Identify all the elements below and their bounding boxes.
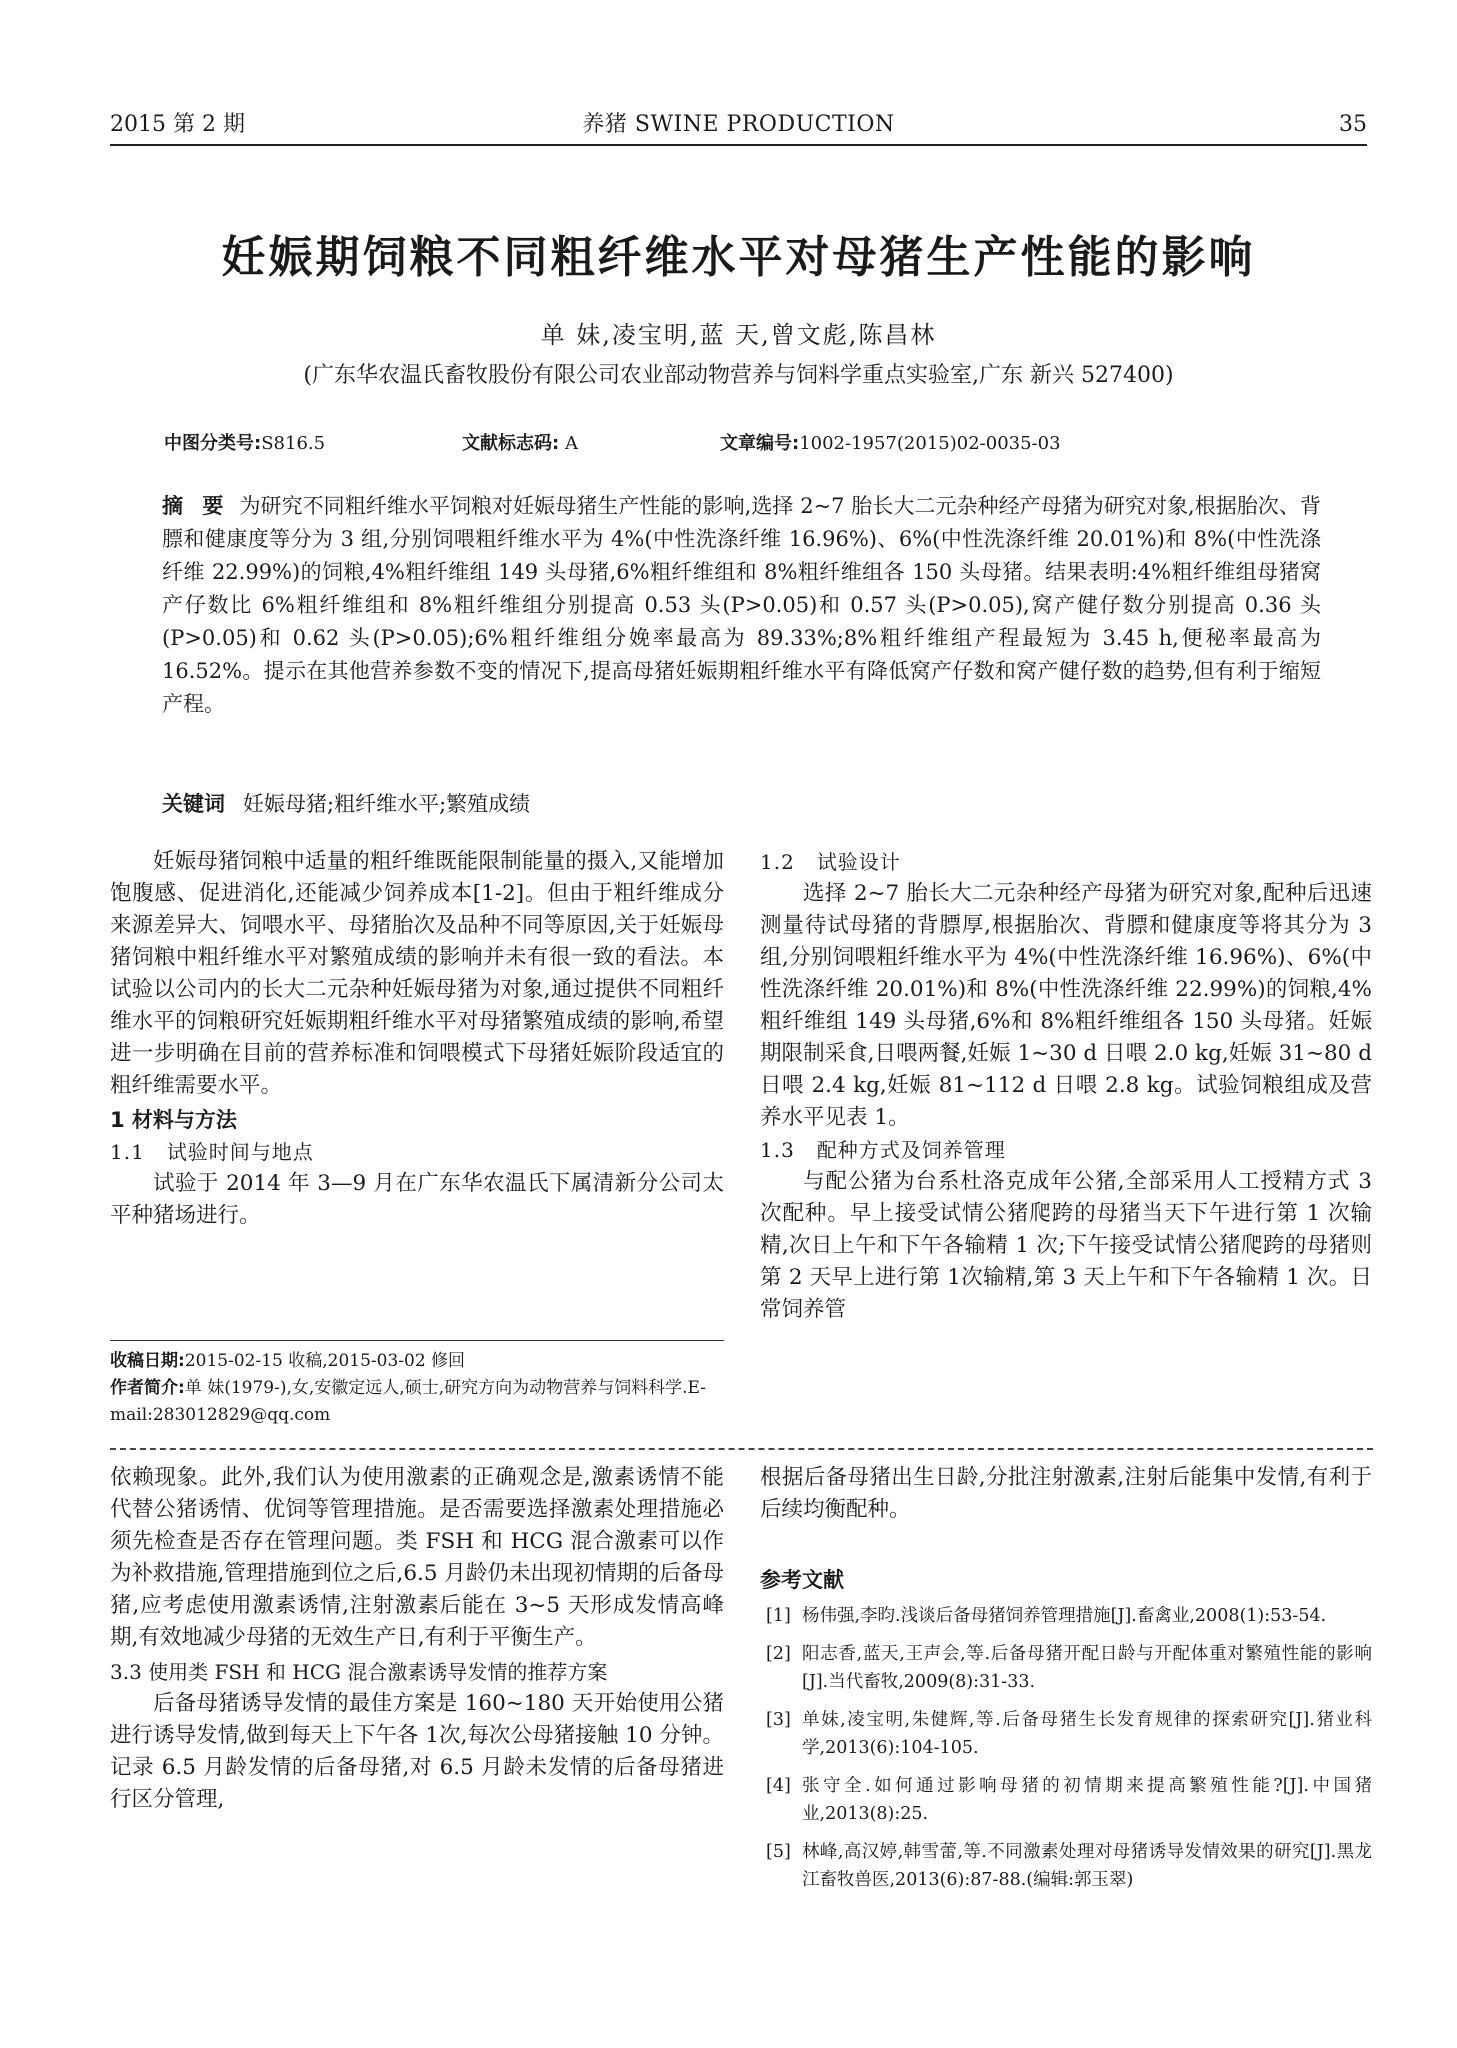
author-list: 单 妹,凌宝明,蓝 天,曾文彪,陈昌林 (540, 321, 937, 349)
continued-paragraph: 依赖现象。此外,我们认为使用激素的正确观念是,激素诱情不能代替公猪诱情、优饲等管理措施。是否需要选择激素处理措施必须先检查是否存在管理问题。类 FSH 和 HCG 混合激素可以作为补救措施,管理措施到位之后,6.5 月龄仍未出现初情期的后备母猪,应考虑使用激素诱情,注射激素后能在 3~5 天形成发情高峰期,有效地减少母猪的无效生产日,有利于平衡生产。 (110, 1465, 724, 1650)
clc-code: 中图分类号:S816.5 (164, 433, 326, 454)
section-heading-1-1: 1.1 试验时间与地点 (110, 1140, 314, 1164)
reference-item: [2] 阳志香,蓝天,王声会,等.后备母猪开配日龄与开配体重对繁殖性能的影响[J].当代畜牧,2009(8):31-33. (766, 1644, 1372, 1692)
body-right-column-upper (760, 846, 1372, 1326)
header-rule (110, 144, 1367, 146)
section-1-3-paragraph: 与配公猪为台系杜洛克成年公猪,全部采用人工授精方式 3 次配种。早上接受试情公猪爬跨的母猪当天下午进行第 1 次输精,次日上午和下午各输精 1 次;下午接受试情公猪爬跨的母猪则第 2 天早上进行第 1次输精,第 3 天上午和下午各输精 1 次。日常饲养管 (760, 1169, 1372, 1322)
abstract-label: 摘 要 (162, 494, 230, 518)
author-bio: 作者简介:单 妹(1979-),女,安徽定远人,硕士,研究方向为动物营养与饲料科学.E-mail:283012829@qq.com (110, 1378, 706, 1425)
issue-label: 2015 第 2 期 (110, 112, 245, 137)
body-right-column-lower (760, 1462, 1372, 1904)
body-left-column-lower (110, 1462, 724, 1816)
abstract-text: 为研究不同粗纤维水平饲粮对妊娠母猪生产性能的影响,选择 2~7 胎长大二元杂种经产母猪为研究对象,根据胎次、背膘和健康度等分为 3 组,分别饲喂粗纤维水平为 4%(中性洗涤纤维 16.96%)、6%(中性洗涤纤维 20.01%)和 8%(中性洗涤纤维 22.99%)的饲粮,4%粗纤维组 149 头母猪,6%粗纤维组和 8%粗纤维组各 150 头母猪。结果表明:4%粗纤维组母猪窝产仔数比 6%粗纤维组和 8%粗纤维组分别提高 0.53 头(P>0.05)和 0.57 头(P>0.05),窝产健仔数分别提高 0.36 头(P>0.05)和 0.62 头(P>0.05);6%粗纤维组分娩率最高为 89.33%;8%粗纤维组产程最短为 3.45 h,便秘率最高为 16.52%。提示在其他营养参数不变的情况下,提高母猪妊娠期粗纤维水平有降低窝产仔数和窝产健仔数的趋势,但有利于缩短产程。 (162, 494, 1322, 716)
running-header (110, 108, 1367, 142)
classification-line (164, 430, 1297, 458)
reference-item: [1] 杨伟强,李昀.浅谈后备母猪饲养管理措施[J].畜禽业,2008(1):53-54. (766, 1606, 1327, 1626)
section-heading-1-3: 1.3 配种方式及饲养管理 (760, 1138, 1006, 1162)
footnote (110, 1348, 724, 1429)
author-affiliation: (广东华农温氏畜牧股份有限公司农业部动物营养与饲料学重点实验室,广东 新兴 527400) (303, 363, 1174, 388)
abstract (162, 490, 1321, 721)
received-date: 收稿日期:2015-02-15 收稿,2015-03-02 修回 (110, 1351, 466, 1371)
footnote-rule (110, 1340, 724, 1341)
keywords-text: 妊娠母猪;粗纤维水平;繁殖成绩 (243, 792, 531, 816)
document-code: 文献标志码: A (462, 433, 578, 454)
section-heading-1: 1 材料与方法 (110, 1108, 237, 1132)
body-left-column-upper (110, 846, 724, 1232)
page-number: 35 (1339, 112, 1367, 137)
reference-item: [4] 张守全.如何通过影响母猪的初情期来提高繁殖性能?[J].中国猪业,2013(8):25. (766, 1776, 1372, 1824)
section-1-1-paragraph: 试验于 2014 年 3—9 月在广东华农温氏下属清新分公司太平种猪场进行。 (110, 1171, 724, 1228)
reference-list (760, 1602, 1372, 1894)
references-heading: 参考文献 (760, 1568, 844, 1592)
keywords-label: 关键词 (162, 792, 225, 816)
reference-item: [3] 单妹,凌宝明,朱健辉,等.后备母猪生长发育规律的探索研究[J].猪业科学,2013(6):104-105. (766, 1710, 1372, 1758)
keywords (162, 788, 1321, 821)
continued-paragraph-right: 根据后备母猪出生日龄,分批注射激素,注射后能集中发情,有利于后续均衡配种。 (760, 1465, 1372, 1522)
reference-item: [5] 林峰,高汉婷,韩雪蕾,等.不同激素处理对母猪诱导发情效果的研究[J].黑龙江畜牧兽医,2013(6):87-88.(编辑:郭玉翠) (766, 1842, 1372, 1890)
section-heading-1-2: 1.2 试验设计 (760, 850, 901, 874)
intro-paragraph: 妊娠母猪饲粮中适量的粗纤维既能限制能量的摄入,又能增加饱腹感、促进消化,还能减少饲养成本[1-2]。但由于粗纤维成分来源差异大、饲喂水平、母猪胎次及品种不同等原因,关于妊娠母猪饲粮中粗纤维水平对繁殖成绩的影响并未有很一致的看法。本试验以公司内的长大二元杂种妊娠母猪为对象,通过提供不同粗纤维水平的饲粮研究妊娠期粗纤维水平对母猪繁殖成绩的影响,希望进一步明确在目前的营养标准和饲喂模式下母猪妊娠阶段适宜的粗纤维需要水平。 (110, 849, 724, 1098)
journal-name: 养猪 SWINE PRODUCTION (582, 112, 895, 137)
section-1-2-paragraph: 选择 2~7 胎长大二元杂种经产母猪为研究对象,配种后迅速测量待试母猪的背膘厚,根据胎次、背膘和健康度等将其分为 3 组,分别饲喂粗纤维水平为 4%(中性洗涤纤维 16.96%)、6%(中性洗涤纤维 20.01%)和 8%(中性洗涤纤维 22.99%)的饲粮,4%粗纤维组 149 头母猪,6%和 8%粗纤维组各 150 头母猪。妊娠期限制采食,日喂两餐,妊娠 1~30 d 日喂 2.0 kg,妊娠 31~80 d 日喂 2.4 kg,妊娠 81~112 d 日喂 2.8 kg。试验饲粮组成及营养水平见表 1。 (760, 881, 1372, 1130)
article-separator-rule (110, 1448, 1373, 1450)
section-3-3-paragraph: 后备母猪诱导发情的最佳方案是 160~180 天开始使用公猪进行诱导发情,做到每天上下午各 1次,每次公母猪接触 10 分钟。记录 6.5 月龄发情的后备母猪,对 6.5 月龄未发情的后备母猪进行区分管理, (110, 1691, 724, 1812)
article-title: 妊娠期饲粮不同粗纤维水平对母猪生产性能的影响 (221, 232, 1256, 283)
section-heading-3-3: 3.3 使用类 FSH 和 HCG 混合激素诱导发情的推荐方案 (110, 1660, 608, 1684)
article-id: 文章编号:1002-1957(2015)02-0035-03 (720, 433, 1061, 454)
